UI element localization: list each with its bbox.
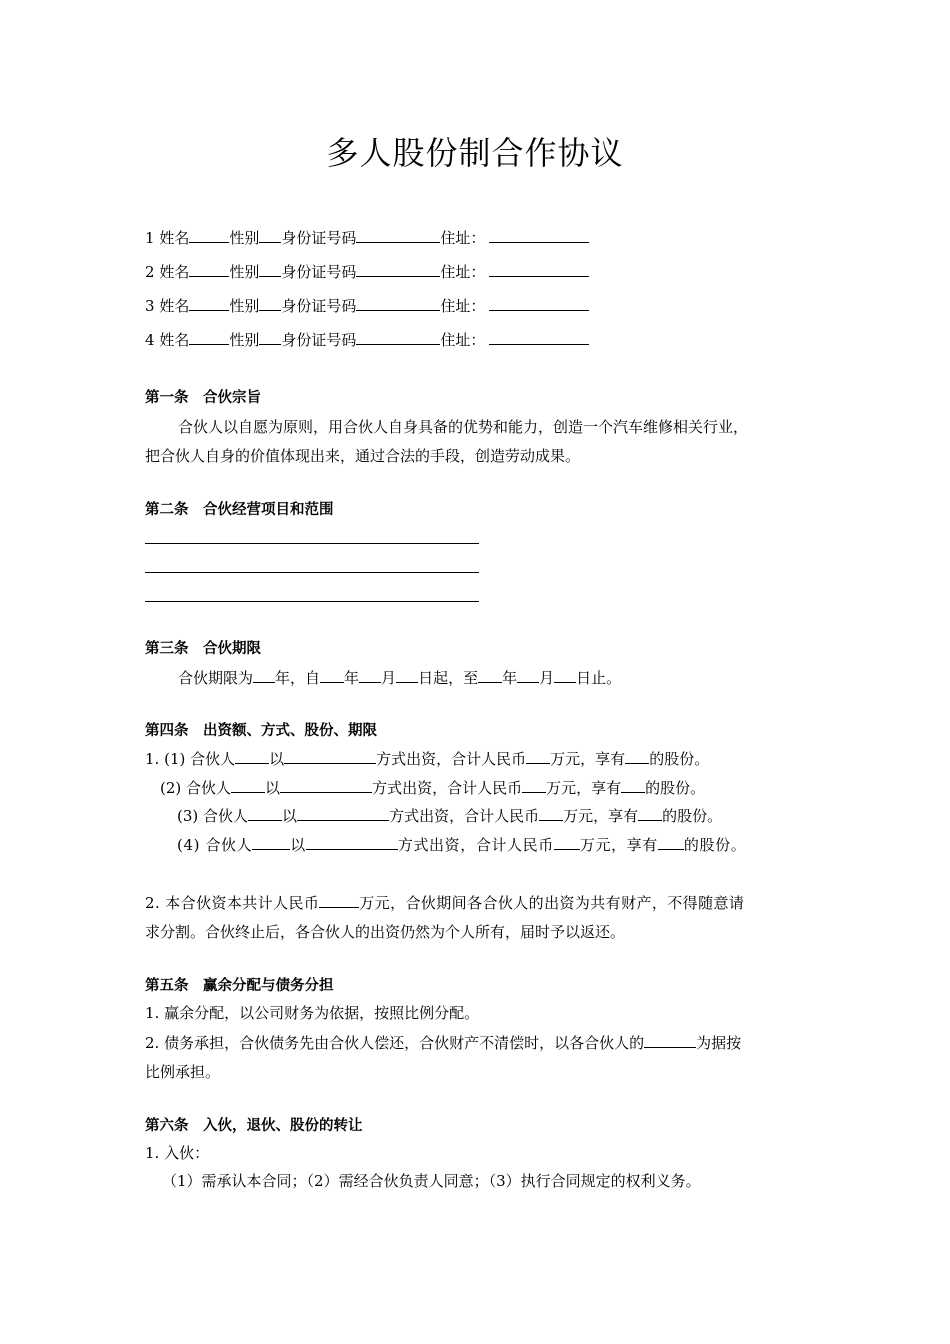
- method-blank[interactable]: [297, 805, 389, 821]
- joining-conditions: （1）需承认本合同；（2）需经合伙负责人同意；（3）执行合同规定的权利义务。: [162, 1172, 701, 1190]
- debt-text: 2. 债务承担，合伙债务先由合伙人偿还，合伙财产不清偿时，以各合伙人的: [145, 1034, 645, 1052]
- partner-name-blank[interactable]: [248, 805, 282, 821]
- item-text: 以: [282, 807, 298, 825]
- end-year-blank[interactable]: [478, 667, 502, 683]
- term-text: 日止。: [576, 669, 622, 687]
- item-text: 万元，享有: [579, 836, 658, 854]
- article-3-heading: 第三条 合伙期限: [145, 641, 261, 657]
- term-text: 月: [539, 669, 555, 687]
- address-label: 住址：: [440, 331, 486, 349]
- gender-blank[interactable]: [259, 329, 281, 345]
- capital-text: 2. 本合伙资本共计人民币: [145, 894, 320, 912]
- address-label: 住址：: [440, 263, 486, 281]
- article-1-heading: 第一条 合伙宗旨: [145, 390, 261, 406]
- name-blank[interactable]: [189, 329, 229, 345]
- item-text: 方式出资，合计人民币: [389, 807, 540, 825]
- gender-blank[interactable]: [259, 295, 281, 311]
- item-text: 合伙人: [203, 807, 249, 825]
- share-blank[interactable]: [658, 834, 684, 850]
- contribution-item: [145, 748, 709, 769]
- debt-paragraph-line-2: 比例承担。: [145, 1063, 221, 1081]
- address-blank[interactable]: [489, 261, 589, 277]
- profit-distribution-text: 1. 赢余分配，以公司财务为依据，按照比例分配。: [145, 1004, 480, 1022]
- term-text: 年: [502, 669, 518, 687]
- partner-name-blank[interactable]: [252, 834, 290, 850]
- address-blank[interactable]: [489, 227, 589, 243]
- document-title: 多人股份制合作协议: [326, 134, 624, 172]
- name-blank[interactable]: [189, 295, 229, 311]
- item-text: 万元，享有: [546, 779, 622, 797]
- article-6-heading: 第六条 入伙，退伙、股份的转让: [145, 1118, 363, 1134]
- item-text: 的股份。: [683, 836, 747, 854]
- item-text: 合伙人: [205, 836, 253, 854]
- article-5-heading: 第五条 赢余分配与债务分担: [145, 978, 334, 994]
- fill-in-line[interactable]: [145, 572, 479, 573]
- item-text: 的股份。: [662, 807, 723, 825]
- article-2-heading: 第二条 合伙经营项目和范围: [145, 502, 334, 518]
- id-blank[interactable]: [356, 329, 440, 345]
- term-text: 日起，至: [418, 669, 479, 687]
- id-blank[interactable]: [356, 295, 440, 311]
- method-blank[interactable]: [284, 748, 376, 764]
- item-text: 以: [290, 836, 306, 854]
- joining-label: 1. 入伙：: [145, 1144, 210, 1162]
- start-month-blank[interactable]: [359, 667, 381, 683]
- fill-in-line[interactable]: [145, 601, 479, 602]
- address-blank[interactable]: [489, 295, 589, 311]
- capital-paragraph-line-2: 求分割。合伙终止后，各合伙人的出资仍然为个人所有，届时予以返还。: [145, 923, 626, 941]
- item-text: 万元，享有: [550, 750, 626, 768]
- name-label: 姓名: [159, 331, 190, 349]
- name-blank[interactable]: [189, 227, 229, 243]
- id-label: 身份证号码: [281, 331, 357, 349]
- item-number: (4): [177, 836, 201, 854]
- name-label: 姓名: [159, 297, 190, 315]
- partner-row: [145, 261, 589, 282]
- address-label: 住址：: [440, 229, 486, 247]
- gender-label: 性别: [229, 297, 260, 315]
- amount-blank[interactable]: [539, 805, 563, 821]
- gender-blank[interactable]: [259, 227, 281, 243]
- fill-in-line[interactable]: [145, 543, 479, 544]
- partner-name-blank[interactable]: [231, 777, 265, 793]
- id-label: 身份证号码: [281, 229, 357, 247]
- capital-paragraph-line-1: [145, 892, 744, 913]
- item-text: 方式出资，合计人民币: [397, 836, 554, 854]
- share-blank[interactable]: [625, 748, 649, 764]
- method-blank[interactable]: [306, 834, 398, 850]
- debt-text: 为据按: [696, 1034, 742, 1052]
- debt-paragraph-line-1: [145, 1032, 741, 1053]
- start-day-blank[interactable]: [396, 667, 418, 683]
- partner-number: 4: [145, 331, 155, 349]
- item-text: 以: [269, 750, 285, 768]
- end-month-blank[interactable]: [517, 667, 539, 683]
- debt-basis-blank[interactable]: [644, 1032, 696, 1048]
- name-blank[interactable]: [189, 261, 229, 277]
- article-4-heading: 第四条 出资额、方式、股份、期限: [145, 723, 377, 739]
- id-blank[interactable]: [356, 227, 440, 243]
- partner-number: 1: [145, 229, 155, 247]
- term-text: 年，自: [275, 669, 321, 687]
- item-text: 合伙人: [190, 750, 236, 768]
- contribution-item: [160, 777, 705, 798]
- item-number: (3): [177, 807, 199, 825]
- amount-blank[interactable]: [526, 748, 550, 764]
- share-blank[interactable]: [621, 777, 645, 793]
- item-text: 的股份。: [645, 779, 706, 797]
- partner-number: 2: [145, 263, 155, 281]
- item-text: 合伙人: [186, 779, 232, 797]
- partner-row: [145, 329, 589, 350]
- contribution-item: [177, 834, 746, 855]
- start-year-blank[interactable]: [320, 667, 344, 683]
- term-text: 年: [344, 669, 360, 687]
- amount-blank[interactable]: [554, 834, 580, 850]
- capital-amount-blank[interactable]: [319, 892, 359, 908]
- end-day-blank[interactable]: [554, 667, 576, 683]
- term-text: 合伙期限为: [178, 669, 254, 687]
- gender-blank[interactable]: [259, 261, 281, 277]
- article-3-text: [178, 667, 621, 688]
- article-1-text-line-2: 把合伙人自身的价值体现出来，通过合法的手段，创造劳动成果。: [145, 447, 581, 465]
- gender-label: 性别: [229, 229, 260, 247]
- id-label: 身份证号码: [281, 263, 357, 281]
- item-prefix: 1.: [145, 750, 160, 768]
- gender-label: 性别: [229, 263, 260, 281]
- item-number: (1): [164, 750, 186, 768]
- gender-label: 性别: [229, 331, 260, 349]
- name-label: 姓名: [159, 229, 190, 247]
- address-label: 住址：: [440, 297, 486, 315]
- share-blank[interactable]: [638, 805, 662, 821]
- partner-row: [145, 227, 589, 248]
- item-text: 的股份。: [649, 750, 710, 768]
- term-years-blank[interactable]: [253, 667, 275, 683]
- partner-row: [145, 295, 589, 316]
- item-text: 以: [265, 779, 281, 797]
- id-label: 身份证号码: [281, 297, 357, 315]
- article-1-text-line-1: 合伙人以自愿为原则，用合伙人自身具备的优势和能力，创造一个汽车维修相关行业，: [178, 418, 749, 436]
- method-blank[interactable]: [280, 777, 372, 793]
- item-text: 万元，享有: [563, 807, 639, 825]
- name-label: 姓名: [159, 263, 190, 281]
- amount-blank[interactable]: [522, 777, 546, 793]
- term-text: 月: [381, 669, 397, 687]
- capital-text: 万元，合伙期间各合伙人的出资为共有财产，不得随意请: [359, 894, 745, 912]
- item-text: 方式出资，合计人民币: [372, 779, 523, 797]
- address-blank[interactable]: [489, 329, 589, 345]
- partner-name-blank[interactable]: [235, 748, 269, 764]
- contribution-item: [177, 805, 722, 826]
- item-number: (2): [160, 779, 182, 797]
- item-text: 方式出资，合计人民币: [376, 750, 527, 768]
- id-blank[interactable]: [356, 261, 440, 277]
- partner-number: 3: [145, 297, 155, 315]
